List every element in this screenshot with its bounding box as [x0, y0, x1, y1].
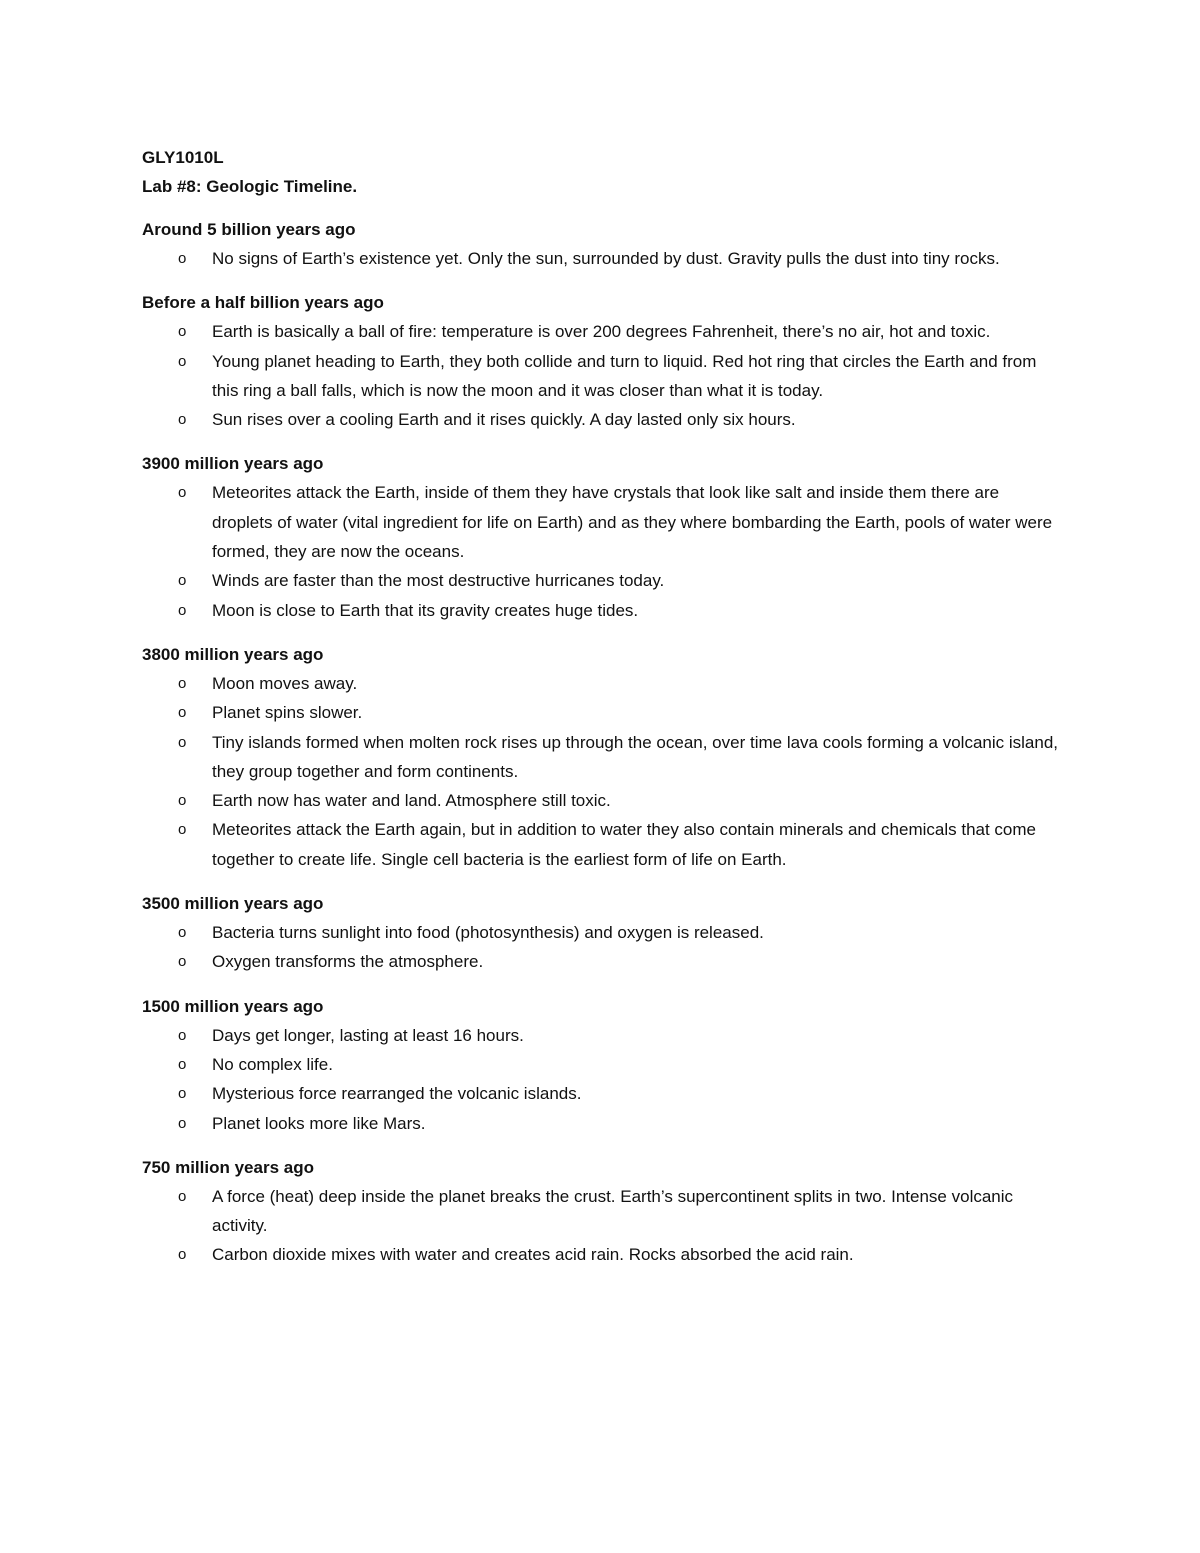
list-item	[142, 405, 1062, 434]
bullet-marker-icon: o	[178, 1114, 187, 1132]
list-item-text: Young planet heading to Earth, they both collide and turn to liquid. Red hot ring that circles the Earth and from this ring a ball falls, which is now the moon and it was closer than what it is today.	[212, 351, 1037, 400]
list-item	[142, 786, 1062, 815]
list-item	[142, 1109, 1062, 1138]
section-heading: Before a half billion years ago	[142, 293, 384, 313]
bullet-marker-icon: o	[178, 924, 187, 942]
list-item-text: Mysterious force rearranged the volcanic islands.	[212, 1084, 582, 1104]
bullet-list	[142, 317, 1062, 434]
list-item	[142, 698, 1062, 727]
list-item	[142, 1050, 1062, 1079]
bullet-marker-icon: o	[178, 953, 187, 971]
list-item	[142, 815, 1062, 874]
bullet-list	[142, 478, 1062, 624]
bullet-marker-icon: o	[178, 1187, 187, 1205]
bullet-marker-icon: o	[178, 411, 187, 429]
section-heading: 3900 million years ago	[142, 454, 324, 474]
list-item	[142, 1240, 1062, 1269]
list-item	[142, 566, 1062, 595]
list-item	[142, 244, 1062, 273]
bullet-marker-icon: o	[178, 323, 187, 341]
bullet-list	[142, 669, 1062, 874]
list-item-text: Bacteria turns sunlight into food (photosynthesis) and oxygen is released.	[212, 923, 764, 943]
list-item	[142, 347, 1062, 406]
section-heading: 1500 million years ago	[142, 996, 324, 1016]
bullet-marker-icon: o	[178, 250, 187, 267]
bullet-marker-icon: o	[178, 484, 187, 502]
list-item	[142, 1182, 1062, 1241]
section-heading: Around 5 billion years ago	[142, 220, 356, 239]
list-item	[142, 478, 1062, 566]
list-item	[142, 728, 1062, 787]
list-item-text: No complex life.	[212, 1054, 333, 1074]
lab-title: Lab #8: Geologic Timeline.	[142, 177, 358, 196]
list-item	[142, 317, 1062, 346]
bullet-marker-icon: o	[178, 733, 187, 751]
bullet-marker-icon: o	[178, 1055, 187, 1073]
document-body	[142, 143, 1062, 1270]
timeline-section	[142, 992, 1062, 1138]
course-code: GLY1010L	[142, 148, 224, 167]
timeline-section	[142, 1153, 1062, 1270]
bullet-list	[142, 1182, 1062, 1270]
list-item-text: Planet spins slower.	[212, 703, 363, 723]
timeline-section	[142, 215, 1062, 273]
list-item-text: Oxygen transforms the atmosphere.	[212, 952, 484, 972]
list-item-text: No signs of Earth’s existence yet. Only the sun, surrounded by dust. Gravity pulls the dust into tiny rocks.	[212, 249, 1000, 268]
list-item-text: A force (heat) deep inside the planet breaks the crust. Earth’s supercontinent splits in two. Intense volcanic activity.	[212, 1186, 1014, 1236]
list-item-text: Winds are faster than the most destructive hurricanes today.	[212, 571, 665, 591]
list-item	[142, 1021, 1062, 1050]
timeline-sections	[142, 215, 1062, 1270]
list-item-text: Moon moves away.	[212, 673, 358, 693]
bullet-marker-icon: o	[178, 1085, 187, 1103]
list-item	[142, 918, 1062, 947]
timeline-section	[142, 288, 1062, 434]
bullet-marker-icon: o	[178, 352, 187, 370]
bullet-marker-icon: o	[178, 572, 187, 590]
list-item-text: Earth now has water and land. Atmosphere still toxic.	[212, 791, 611, 811]
bullet-marker-icon: o	[178, 1246, 187, 1264]
list-item-text: Carbon dioxide mixes with water and creates acid rain. Rocks absorbed the acid rain.	[212, 1245, 854, 1265]
list-item	[142, 1079, 1062, 1108]
bullet-marker-icon: o	[178, 792, 187, 810]
timeline-section	[142, 889, 1062, 977]
list-item-text: Sun rises over a cooling Earth and it rises quickly. A day lasted only six hours.	[212, 410, 796, 430]
list-item-text: Days get longer, lasting at least 16 hours.	[212, 1025, 524, 1045]
list-item	[142, 596, 1062, 625]
section-heading: 3800 million years ago	[142, 644, 324, 664]
bullet-list	[142, 918, 1062, 977]
list-item-text: Meteorites attack the Earth, inside of them they have crystals that look like salt and inside them there are droplets of water (vital ingredient for life on Earth) and as they where bombarding the Earth, pools of water were formed, they are now the oceans.	[212, 483, 1053, 562]
bullet-marker-icon: o	[178, 704, 187, 722]
list-item-text: Tiny islands formed when molten rock rises up through the ocean, over time lava cools forming a volcanic island, they group together and form continents.	[212, 732, 1058, 781]
list-item	[142, 669, 1062, 698]
list-item-text: Planet looks more like Mars.	[212, 1113, 426, 1133]
bullet-list	[142, 1021, 1062, 1138]
bullet-marker-icon: o	[178, 674, 187, 692]
section-heading: 750 million years ago	[142, 1157, 314, 1177]
list-item-text: Earth is basically a ball of fire: temperature is over 200 degrees Fahrenheit, there’s no air, hot and toxic.	[212, 322, 991, 342]
bullet-list	[142, 244, 1062, 273]
list-item-text: Moon is close to Earth that its gravity creates huge tides.	[212, 600, 639, 620]
section-heading: 3500 million years ago	[142, 894, 324, 914]
timeline-section	[142, 640, 1062, 874]
bullet-marker-icon: o	[178, 1026, 187, 1044]
bullet-marker-icon: o	[178, 601, 187, 619]
list-item-text: Meteorites attack the Earth again, but in addition to water they also contain minerals and chemicals that come together to create life. Single cell bacteria is the earliest form of life on Earth.	[212, 820, 1037, 869]
list-item	[142, 947, 1062, 976]
timeline-section	[142, 449, 1062, 624]
bullet-marker-icon: o	[178, 821, 187, 839]
